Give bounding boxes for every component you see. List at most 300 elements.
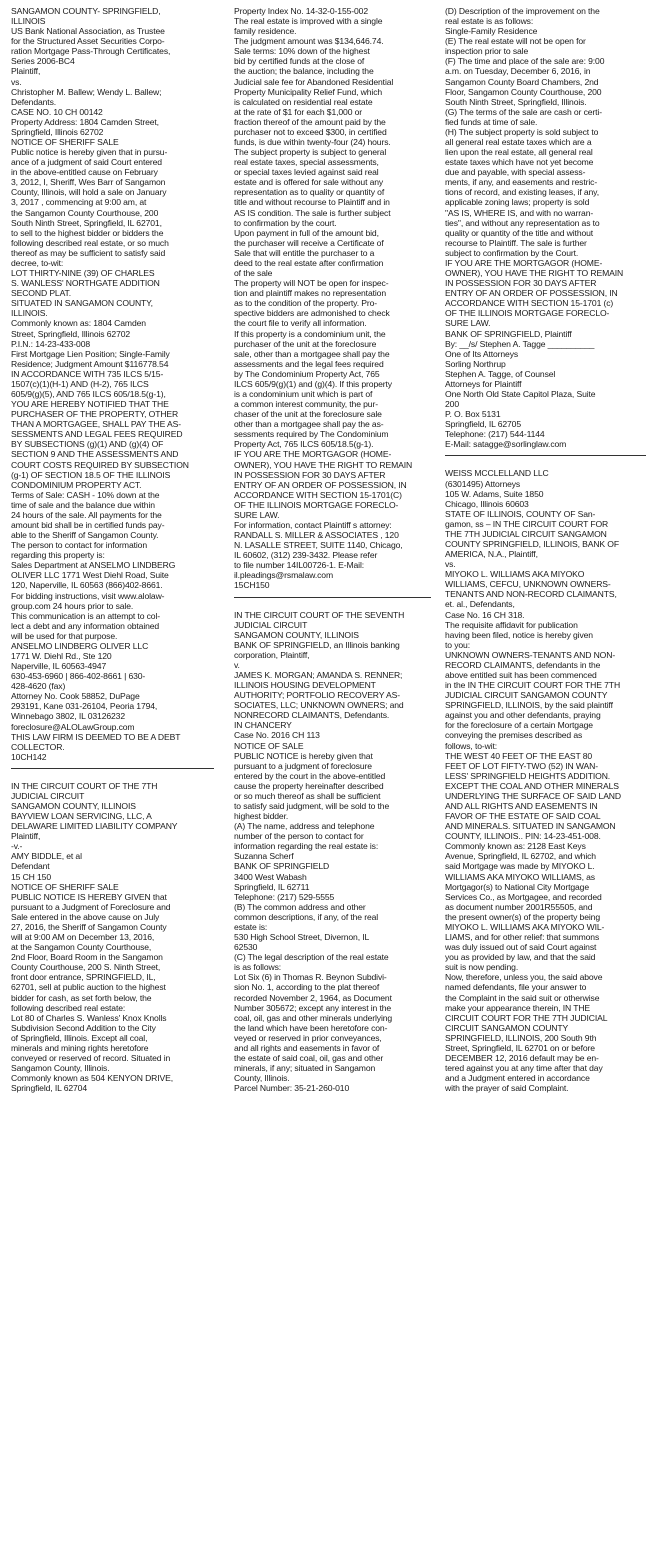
notice-text-line: Chicago, Illinois 60603 [445,498,529,509]
notice-text-line: the court file to verify all information. [234,318,367,329]
notice-text-line: Springfield, IL 62704 [11,1083,87,1094]
notice-text-line: One of Its Attorneys [445,348,519,359]
notice-text-line: (E) The real estate will not be open for [445,36,586,47]
notice-text-line: tion and plaintiff makes no representation [234,288,386,299]
notice-text-line: CIRCUIT COURT FOR THE 7TH JUDICIAL [445,1012,608,1023]
notice-text-line: The person to contact for information [11,540,147,551]
notice-text-line: 24 hours of the sale. All payments for the [11,509,162,520]
notice-text-line: PUBLIC NOTICE is hereby given that [234,750,373,761]
column-2 [234,6,431,1545]
notice-text-line: NOTICE OF SALE [234,740,304,751]
notice-text-line: LESS' SPRINGFIELD HEIGHTS ADDITION. [445,770,611,781]
notice-text-line: the Complaint in the said suit or otherwise [445,992,600,1003]
notice-text-line: P. O. Box 5131 [445,409,501,420]
notice-text-line: AND MINERALS. SITUATED IN SANGAMON [445,821,616,832]
notice-text-line: inspection prior to sale [445,46,529,57]
notice-text-line: Number 305672; except any interest in the [234,1002,392,1013]
notice-text-line: SOCIATES, LLC; UNKNOWN OWNERS; and [234,700,404,711]
notice-text-line: IN POSSESSION FOR 30 DAYS AFTER [445,278,597,289]
notice-text-line: Now, therefore, unless you, the said above [445,972,603,983]
notice-text-line: purchaser of the unit at the foreclosure [234,338,377,349]
notice-text-line: Terms of Sale: CASH - 10% down at the [11,489,160,500]
notice-text-line: IN POSSESSION FOR 30 DAYS AFTER [234,469,386,480]
notice-text-line: 120, Naperville, IL 60563 (866)402-8661. [11,580,163,591]
notice-text-line: JUDICIAL CIRCUIT SANGAMON COUNTY [445,690,608,701]
notice-text-line: follows, to-wit: [445,740,498,751]
notice-text-line: P.I.N.: 14-23-433-008 [11,338,91,349]
notice-divider [445,455,646,456]
notice-text-line: The real estate is improved with a single [234,16,383,27]
notice-text-line: BANK OF SPRINGFIELD, Plaintiff [445,328,572,339]
notice-text-line: you as provided by law, and that the said [445,952,596,963]
notice-sale-morgan [234,610,431,1094]
notice-text-line: recourse to Plaintiff. The sale is further [445,237,587,248]
notice-text-line: County Courthouse, 200 S. Ninth Street, [11,962,161,973]
notice-text-line: Springfield, IL 62705 [445,419,521,430]
notice-text-line: WEISS MCCLELLAND LLC [445,468,549,479]
notice-text-line: ties", and without any representation as to [445,217,600,228]
notice-text-line: OF THE ILLINOIS MORTGAGE FORECLO- [445,308,610,319]
notice-text-line: NONRECORD CLAIMANTS, Defendants. [234,710,390,721]
notice-text-line: (6301495) Attorneys [445,478,521,489]
notice-text-line: JUDICIAL CIRCUIT [11,790,85,801]
notice-text-line: 1771 W. Diehl Rd., Ste 120 [11,651,112,661]
notice-text-line: Single-Family Residence [445,26,538,37]
notice-text-line: IL 60602, (312) 239-3432. Please refer [234,550,378,561]
notice-text-line: RECORD CLAIMANTS, defendants in the [445,659,601,670]
notice-text-line: Upon payment in full of the amount bid, [234,227,379,238]
notice-text-line: a common interest community, the pur- [234,399,378,410]
notice-text-line: estate taxes which have not yet become [445,157,594,168]
notice-text-line: veyed or reserved in prior conveyances, [234,1032,382,1043]
notice-text-line: corporation, Plaintiff, [234,649,310,660]
notice-text-line: Springfield, Illinois 62702 [11,126,104,137]
notice-text-line: is calculated on residential real estate [234,96,373,107]
notice-text-line: bid by certified funds at the close of [234,56,365,67]
column-1 [11,6,214,1545]
notice-text-line: will be used for that purpose. [11,630,118,641]
notice-text-line: AS IS condition. The sale is further subject [234,207,391,218]
notice-text-line: of Springfield, Illinois. Except all coal, [11,1032,148,1043]
notice-text-line: EXCEPT THE COAL AND OTHER MINERALS [445,780,619,791]
notice-text-line: assessments and the legal fees required [234,358,384,369]
notice-text-line: the Sangamon County Courthouse, 200 [11,207,159,218]
notice-text-line: and all rights and easements in favor of [234,1042,380,1053]
notice-text-line: SPRINGFIELD, ILLINOIS, 200 South 9th [445,1032,597,1043]
notice-text-line: due and payable, with special assess- [445,167,586,178]
notice-text-line: the estate of said coal, oil, gas and other [234,1052,384,1063]
notice-text-line: is a condominium unit which is part of [234,388,373,399]
notice-text-line: conveying the premises described as [445,730,583,741]
notice-text-line: PURCHASER OF THE PROPERTY, OTHER [11,409,179,420]
notice-text-line: the auction; the balance, including the [234,66,374,77]
notice-text-line: Commonly known as: 1804 Camden [11,318,146,329]
notice-sheriff-sale-biddle [11,781,214,1093]
notice-text-line: fraction thereof of the amount paid by the [234,116,386,127]
notice-text-line: MIYOKO L. WILLIAMS AKA MIYOKO WIL- [445,921,605,932]
notice-text-line: SECTION 9 AND THE ASSESSMENTS AND [11,449,179,460]
notice-text-line: of the sale [234,268,273,279]
notice-text-line: 293191, Kane 031-26104, Peoria 1794, [11,701,158,712]
notice-text-line: Attorneys for Plaintiff [445,378,522,389]
notice-text-line: BAYVIEW LOAN SERVICING, LLC, A [11,811,152,822]
notice-text-line: number of the person to contact for [234,831,364,842]
notice-text-line: ENTRY OF AN ORDER OF POSSESSION, IN [445,288,618,299]
notice-text-line: fied funds at time of sale. [445,116,538,127]
notice-text-line: ILLINOIS [11,16,46,27]
notice-divider [11,768,214,769]
notice-text-line: the purchaser will receive a Certificate of [234,237,384,248]
notice-text-line: recorded November 2, 1964, as Document [234,992,392,1003]
notice-sheriff-sale-biddle-continued [234,6,431,591]
notice-text-line: 62701, sell at public auction to the highest [11,982,166,993]
notice-sheriff-sale-ballew [11,6,214,762]
notice-text-line: Property Act, 765 ILCS 605/18.5(g-1). [234,439,374,450]
notice-text-line: ILLINOIS. [11,308,48,319]
notice-text-line: THAN A MORTGAGEE, SHALL PAY THE AS- [11,419,181,430]
notice-text-line: title and without recourse to Plaintiff and in [234,197,390,208]
notice-text-line: (B) The common address and other [234,901,366,912]
notice-text-line: by The Condominium Property Act, 765 [234,368,380,379]
notice-text-line: is as follows: [234,962,282,973]
notice-text-line: Sale entered in the above cause on July [11,911,160,922]
notice-text-line: decree, to-wit: [11,257,64,268]
notice-text-line: (A) The name, address and telephone [234,821,375,832]
notice-text-line: Series 2006-BC4 [11,56,75,67]
notice-text-line: having been filed, notice is hereby given [445,629,593,640]
notice-text-line: For bidding instructions, visit www.alolaw- [11,590,165,601]
notice-text-line: in the above-entitled cause on February [11,167,158,178]
notice-text-line: Sales Department at ANSELMO LINDBERG [11,560,176,571]
notice-text-line: 10CH142 [11,751,47,762]
notice-text-line: sion No. 1, according to the plat thereof [234,982,380,993]
notice-text-line: E-Mail: satagge@sorlinglaw.com [445,439,567,450]
notice-text-line: amount bid shall be in certified funds pay- [11,519,165,530]
notice-text-line: LIAMS, and for other relief: that summons [445,932,600,943]
notice-text-line: Telephone: (217) 544-1144 [445,429,545,440]
notice-text-line: BANK OF SPRINGFIELD, an Illinois banking [234,639,400,650]
notice-text-line: WILLIAMS, CEFCU, UNKNOWN OWNERS- [445,579,611,590]
notice-text-line: Sangamon County Board Chambers, 2nd [445,76,599,87]
notice-text-line: estate is: [234,921,268,932]
notice-text-line: LOT THIRTY-NINE (39) OF CHARLES [11,268,155,279]
notice-text-line: OWNER), YOU HAVE THE RIGHT TO REMAIN [234,459,413,470]
notice-text-line: US Bank National Association, as Trustee [11,26,165,37]
notice-text-line: deed to the real estate after confirmation [234,257,384,268]
notice-text-line: vs. [11,76,22,87]
notice-text-line: front door entrance, SPRINGFIELD, IL, [11,972,156,983]
notice-text-line: Parcel Number: 35-21-260-010 [234,1083,350,1094]
notice-text-line: Sorling Northrup [445,358,506,369]
notice-text-line: Property Municipality Relief Fund, which [234,86,383,97]
notice-text-line: CASE NO. 10 CH 00142 [11,106,103,117]
notice-text-line: vs. [445,559,456,570]
notice-text-line: Services Co., as Mortgagee, and recorded [445,891,602,902]
notice-text-line: IN THE CIRCUIT COURT OF THE 7TH [11,780,158,791]
notice-text-line: UNKNOWN OWNERS-TENANTS AND NON- [445,649,616,660]
notice-text-line: Street, Springfield, Illinois 62702 [11,328,131,339]
notice-text-line: COURT COSTS REQUIRED BY SUBSECTION [11,459,189,470]
notice-text-line: CONDOMINIUM PROPERTY ACT. [11,479,142,490]
notice-text-line: N. LASALLE STREET, SUITE 1140, Chicago, [234,540,403,551]
notice-text-line: SECOND PLAT. [11,288,72,299]
notice-text-line: NOTICE OF SHERIFF SALE [11,137,119,148]
notice-text-line: Commonly known as 504 KENYON DRIVE, [11,1073,174,1084]
notice-text-line: (D) Description of the improvement on the [445,6,600,16]
notice-text-line: Stephen A. Tagge, of Counsel [445,368,556,379]
notice-text-line: to confirmation by the court. [234,217,337,228]
notice-text-line: family residence. [234,26,297,37]
notice-text-line: Case No. 16 CH 318. [445,609,525,620]
notice-text-line: Attorney No. Cook 58852, DuPage [11,691,140,702]
notice-text-line: 105 W. Adams, Suite 1850 [445,488,544,499]
notice-text-line: chaser of the unit at the foreclosure sale [234,409,382,420]
notice-text-line: SANGAMON COUNTY, ILLINOIS [234,629,359,640]
notice-text-line: Telephone: (217) 529-5555 [234,891,335,902]
notice-text-line: First Mortgage Lien Position; Single-Family [11,348,170,359]
notice-text-line: thereof as may be sufficient to satisfy said [11,247,166,258]
notice-text-line: the land which have been heretofore con- [234,1022,388,1033]
notice-text-line: County, Illinois. [234,1073,290,1084]
notice-text-line: cause the property hereinafter described [234,780,384,791]
notice-text-line: 630-453-6960 | 866-402-8661 | 630- [11,671,146,682]
notice-text-line: 428-4620 (fax) [11,681,66,692]
notice-text-line: ments, if any, and easements and restric- [445,177,598,188]
notice-text-line: DELAWARE LIMITED LIABILITY COMPANY [11,821,178,832]
notice-text-line: County, Illinois, will hold a sale on January [11,187,167,198]
notice-text-line: (G) The terms of the sale are cash or certi- [445,106,602,117]
notice-text-line: 2nd Floor, Board Room in the Sangamon [11,952,163,963]
notice-text-line: lien upon the real estate, all general real [445,147,593,158]
notice-text-line: was duly issued out of said Court against [445,942,597,953]
notice-text-line: 3, 2017 , commencing at 9:00 am, at [11,197,147,208]
notice-text-line: coal, oil, gas and other minerals underlying [234,1012,393,1023]
notice-text-line: SESSMENTS AND LEGAL FEES REQUIRED [11,429,183,440]
notice-text-line: By: __/s/ Stephen A. Tagge __________ [445,338,595,349]
notice-text-line: UNDERLYING THE SURFACE OF SAID LAND [445,790,621,801]
notice-text-line: SURE LAW. [234,509,280,520]
notice-text-line: FEET OF LOT FIFTY-TWO (52) IN WAN- [445,760,598,771]
notice-text-line: ANSELMO LINDBERG OLIVER LLC [11,640,149,651]
notice-text-line: tions of record, and existing leases, if any, [445,187,599,198]
notice-text-line: suit is now pending. [445,962,519,973]
notice-text-line: following described real estate, or so much [11,237,169,248]
notice-text-line: to file number 14IL00726-1. E-Mail: [234,560,365,571]
notice-text-line: SPRINGFIELD, ILLINOIS, by the said plaintiff [445,700,613,711]
notice-text-line: Defendant [11,861,50,872]
notice-text-line: against you and other defendants, praying [445,710,601,721]
notice-text-line: SURE LAW. [445,318,491,329]
notice-text-line: following described real estate: [11,1002,126,1013]
notice-text-line: common descriptions, if any, of the real [234,911,379,922]
notice-text-line: STATE OF ILLINOIS, COUNTY OF San- [445,508,596,519]
notice-text-line: OLIVER LLC 1771 West Diehl Road, Suite [11,570,169,581]
notice-text-line: 530 High School Street, Divernon, IL [234,932,370,943]
notice-text-line: Case No. 2016 CH 113 [234,730,320,741]
notice-text-line: and a Judgment entered in accordance [445,1073,590,1084]
notice-text-line: pursuant to a judgment of foreclosure [234,760,372,771]
notice-text-line: The requisite affidavit for publication [445,619,578,630]
notice-text-line: SANGAMON COUNTY- SPRINGFIELD, [11,6,161,16]
notice-text-line: Suzanna Scherf [234,851,294,862]
notice-text-line: (g-1) OF SECTION 18.5 OF THE ILLINOIS [11,469,171,480]
notice-text-line: 1507(c)(1)(H-1) AND (H-2), 765 ILCS [11,378,149,389]
notice-text-line: gamon, ss – IN THE CIRCUIT COURT FOR [445,518,609,529]
notice-text-line: all general real estate taxes which are a [445,137,592,148]
notice-text-line: ILCS 605/9(g)(1) and (g)(4). If this property [234,378,392,389]
notice-text-line: quality or quantity of the title and without [445,227,594,238]
notice-text-line: at the rate of $1 for each $1,000 or [234,106,363,117]
notice-text-line: at the Sangamon County Courthouse, [11,942,152,953]
notice-text-line: as to the condition of the property. Pro- [234,298,378,309]
notice-text-line: foreclosure@ALOLawGroup.com [11,721,135,732]
notice-text-line: Mortgagor(s) to National City Mortgage [445,881,589,892]
notice-text-line: PUBLIC NOTICE IS HEREBY GIVEN that [11,891,167,902]
notice-text-line: able to the Sheriff of Sangamon County. [11,530,159,541]
notice-text-line: Lot Six (6) in Thomas R. Beynon Subdivi- [234,972,387,983]
notice-text-line: ration Mortgage Pass-Through Certificates, [11,46,171,57]
notice-text-line: spective bidders are admonished to check [234,308,390,319]
notice-text-line: RANDALL S. MILLER & ASSOCIATES , 120 [234,530,399,541]
notice-text-line: minerals, if any; situated in Sangamon [234,1063,376,1074]
notice-text-line: purchaser not to exceed $300, in certified [234,126,387,137]
notice-text-line: WILLIAMS AKA MIYOKO WILLIAMS, as [445,871,595,882]
notice-text-line: OWNER), YOU HAVE THE RIGHT TO REMAIN [445,268,624,279]
notice-text-line: THE WEST 40 FEET OF THE EAST 80 [445,750,593,761]
notice-text-line: This communication is an attempt to col- [11,610,160,621]
notice-summons-williams [445,468,646,1093]
notice-text-line: representation as to quality or quantity of [234,187,385,198]
notice-text-line: MIYOKO L. WILLIAMS AKA MIYOKO [445,569,585,580]
notice-text-line: Springfield, IL 62711 [234,881,310,892]
notice-text-line: THIS LAW FIRM IS DEEMED TO BE A DEBT [11,731,181,742]
notice-text-line: CIRCUIT SANGAMON COUNTY [445,1022,569,1033]
notice-text-line: AND ALL RIGHTS AND EASEMENTS IN [445,801,598,812]
notice-text-line: SANGAMON COUNTY, ILLINOIS [11,801,136,812]
notice-text-line: NOTICE OF SHERIFF SALE [11,881,119,892]
notice-text-line: Residence; Judgment Amount $116778.54 [11,358,169,369]
notice-text-line: sessments required by The Condominium [234,429,389,440]
notice-text-line: in the IN THE CIRCUIT COURT FOR THE 7TH [445,680,621,691]
notice-text-line: et. al., Defendants, [445,599,515,610]
notice-text-line: ENTRY OF AN ORDER OF POSSESSION, IN [234,479,407,490]
notice-text-line: minerals and mining rights heretofore [11,1042,149,1053]
notice-text-line: (F) The time and place of the sale are: 9:00 [445,56,605,67]
notice-text-line: Subdivision Second Addition to the City [11,1022,156,1033]
notice-text-line: Avenue, Springfield, IL 62702, and which [445,851,596,862]
notice-text-line: 15CH150 [234,580,270,591]
notice-text-line: Plaintiff, [11,831,41,842]
notice-text-line: with the prayer of said Complaint. [445,1083,569,1094]
notice-text-line: Defendants. [11,96,57,107]
notice-text-line: The property will NOT be open for inspec- [234,278,389,289]
notice-text-line: Lot 80 of Charles S. Wanless' Knox Knolls [11,1012,167,1023]
notice-text-line: for the foreclosure of a certain Mortgage [445,720,593,731]
notice-text-line: Naperville, IL 60563-4947 [11,661,107,672]
notice-text-line: ACCORDANCE WITH SECTION 15-1701(C) [234,489,402,500]
notice-text-line: "AS IS, WHERE IS, and with no warran- [445,207,594,218]
notice-divider [234,597,431,598]
notice-text-line: AMERICA, N.A., Plaintiff, [445,549,538,560]
notice-text-line: AMY BIDDLE, et al [11,851,82,862]
notice-text-line: Public notice is hereby given that in pursu- [11,147,168,158]
notice-sale-morgan-continued [445,6,646,449]
notice-text-line: OF THE ILLINOIS MORTGAGE FORECLO- [234,499,399,510]
notice-text-line: One North Old State Capitol Plaza, Suite [445,388,596,399]
notice-text-line: IN CHANCERY [234,720,292,731]
notice-text-line: make your appearance therein, IN THE [445,1002,591,1013]
notice-text-line: Commonly known as: 2128 East Keys [445,841,586,852]
notice-text-line: to sell to the highest bidder or bidders the [11,227,164,238]
notice-text-line: Judicial sale fee for Abandoned Residential [234,76,394,87]
notice-text-line: (C) The legal description of the real estate [234,952,389,963]
notice-text-line: other than a mortgagee shall pay the as- [234,419,384,430]
notice-text-line: The subject property is subject to general [234,147,387,158]
notice-text-line: group.com 24 hours prior to sale. [11,600,134,611]
notice-text-line: regarding this property is: [11,550,105,561]
notice-text-line: or so much thereof as shall be sufficient [234,790,381,801]
notice-text-line: Sale that will entitle the purchaser to a [234,247,375,258]
notice-text-line: AUTHORITY; PORTFOLIO RECOVERY AS- [234,690,400,701]
notice-text-line: ance of a judgment of said Court entered [11,157,162,168]
notice-text-line: ILLINOIS HOUSING DEVELOPMENT [234,680,376,691]
notice-text-line: for the Structured Asset Securities Corpo- [11,36,165,47]
notice-text-line: 3400 West Wabash [234,871,307,882]
notice-text-line: bidder for cash, as set forth below, the [11,992,152,1003]
notice-text-line: COUNTY, ILLINOIS.. PIN: 14-23-451-008. [445,831,601,842]
notice-text-line: The judgment amount was $134,646.74. [234,36,384,47]
notice-text-line: South Ninth Street, Springfield, IL 62701, [11,217,162,228]
notice-text-line: 3, 2012, I, Sheriff, Wes Barr of Sangamon [11,177,166,188]
notice-text-line: a.m. on Tuesday, December 6, 2016, in [445,66,591,77]
notice-text-line: YOU ARE HEREBY NOTIFIED THAT THE [11,399,169,410]
notice-text-line: COLLECTOR. [11,741,65,752]
notice-text-line: Plaintiff, [11,66,41,77]
notice-text-line: IN THE CIRCUIT COURT OF THE SEVENTH [234,609,405,620]
column-3 [445,6,646,1545]
notice-text-line: to satisfy said judgment, will be sold to the [234,801,390,812]
notice-text-line: DECEMBER 12, 2016 default may be en- [445,1052,599,1063]
notice-text-line: highest bidder. [234,811,289,822]
notice-text-line: or special taxes levied against said real [234,167,379,178]
notice-text-line: SITUATED IN SANGAMON COUNTY, [11,298,153,309]
notice-text-line: ACCORDANCE WITH SECTION 15-1701 (c) [445,298,614,309]
notice-text-line: conveyed or reserved of record. Situated in [11,1052,171,1063]
notice-text-line: will at 9:00 AM on December 13, 2016, [11,932,155,943]
notice-text-line: information regarding the real estate is: [234,841,379,852]
notice-text-line: funds, is due within twenty-four (24) hours. [234,137,391,148]
notice-text-line: estate and is offered for sale without any [234,177,384,188]
notice-text-line: said Mortgage was made by MIYOKO L. [445,861,595,872]
notice-text-line: Property Address: 1804 Camden Street, [11,116,159,127]
notice-text-line: named defendants, file your answer to [445,982,587,993]
notice-text-line: above entitled suit has been commenced [445,670,597,680]
notice-text-line: Street, Springfield, IL 62701 on or before [445,1042,595,1053]
notice-text-line: to you: [445,639,470,650]
notice-text-line: For information, contact Plaintiff s attorney: [234,519,392,530]
notice-text-line: applicable zoning laws; property is sold [445,197,590,208]
notice-text-line: v. [234,659,240,670]
notice-text-line: BANK OF SPRINGFIELD [234,861,330,872]
notice-text-line: Christopher M. Ballew; Wendy L. Ballew; [11,86,162,97]
notice-text-line: sale, other than a mortgagee shall pay the [234,348,390,359]
notice-text-line: JAMES K. MORGAN; AMANDA S. RENNER; [234,670,403,680]
notice-text-line: If this property is a condominium unit, the [234,328,386,339]
notice-text-line: COUNTY SPRINGFIELD, ILLINOIS, BANK OF [445,538,619,549]
notice-text-line: lect a debt and any information obtained [11,620,160,631]
notice-text-line: JUDICIAL CIRCUIT [234,619,308,630]
notice-text-line: subject to confirmation by the Court. [445,247,579,258]
